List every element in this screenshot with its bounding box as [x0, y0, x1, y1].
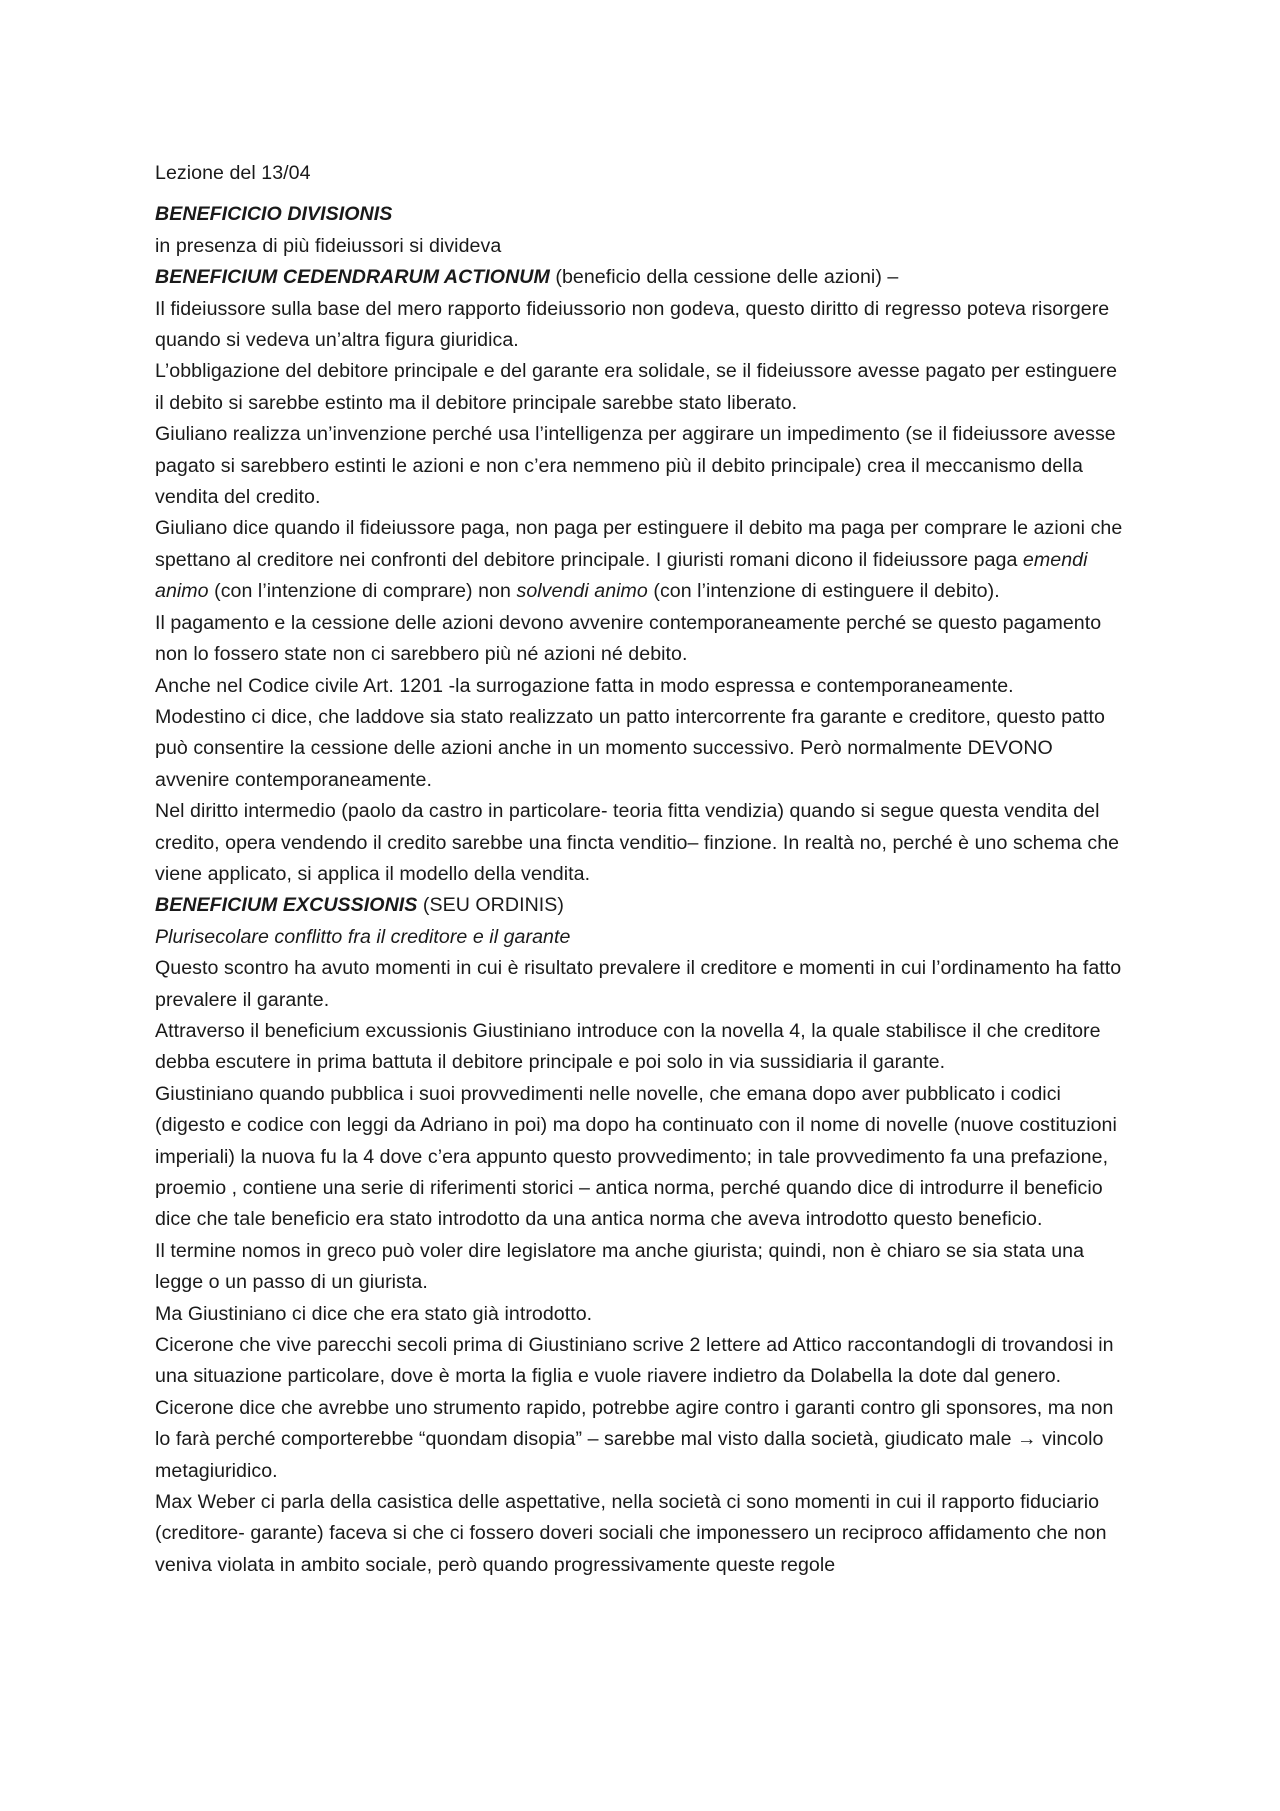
italic-term-emendi-animo: emendi animo: [155, 548, 1088, 603]
paragraph: L’obbligazione del debitore principale e del garante era solidale, se il fideiussore avesse pagato per estinguere il debito si sarebbe estinto ma il debitore principale sarebbe stato liberato.: [155, 360, 1118, 414]
heading-title: BENEFICIUM CEDENDRARUM ACTIONUM: [155, 266, 550, 289]
paragraph: in presenza di più fideiussori si divideva: [155, 234, 502, 257]
paragraph: Attraverso il beneficium excussionis Giustiniano introduce con la novella 4, la quale stabilisce il che creditore debba escutere in prima battuta il debitore principale e poi solo in via sussidiaria il garante.: [155, 1019, 1101, 1074]
paragraph: Giustiniano quando pubblica i suoi provvedimenti nelle novelle, che emana dopo aver pubblicato i codici (digesto e codice con leggi da Adriano in poi) ma dopo ha continuato con il nome di novelle (nuove costituzioni imperiali) la nuova fu la 4 dove c’era appunto questo provvedimento; in tale provvedimento fa una prefazione, proemio , contiene una serie di riferimenti storici – antica norma, perché quando dice di introdurre il beneficio dice che tale beneficio era stato introdotto da una antica norma che aveva introdotto questo beneficio.: [155, 1082, 1117, 1231]
text-run: Giuliano dice quando il fideiussore paga, non paga per estinguere il debito ma paga per comprare le azioni che spettano al creditore nei confronti del debitore principale. I giuristi romani dicono il fideiussore paga: [155, 517, 1123, 571]
text-run: (con l’intenzione di comprare) non: [208, 580, 517, 603]
paragraph: Ma Giustiniano ci dice che era stato già introdotto.: [155, 1302, 593, 1325]
heading-beneficium-cedendarum: [155, 262, 1130, 293]
heading-note: (SEU ORDINIS): [417, 894, 564, 917]
paragraph: Giuliano realizza un’invenzione perché usa l’intelligenza per aggirare un impedimento (se il fideiussore avesse pagato si sarebbero estinti le azioni e non c’era nemmeno più il debito principale) crea il meccanismo della vendita del credito.: [155, 423, 1116, 509]
subheading: Plurisecolare conflitto fra il creditore e il garante: [155, 925, 571, 948]
heading-title: BENEFICIUM EXCUSSIONIS: [155, 894, 418, 917]
paragraph: Il fideiussore sulla base del mero rapporto fideiussorio non godeva, questo diritto di regresso poteva risorgere quando si vedeva un’altra figura giuridica.: [155, 297, 1110, 352]
text-run: Cicerone che vive parecchi secoli prima di Giustiniano scrive 2 lettere ad Attico raccontandogli di trovandosi in una situazione particolare, dove è morta la figlia e vuole riavere indietro da Dolabella la dote dal genero. Cicerone dice che avrebbe uno strumento rapido, potrebbe agire contro i garanti contro gli sponsores, ma non lo farà perché comporterebbe “quondam disopia” – sarebbe mal visto dalla società, giudicato male: [155, 1334, 1114, 1451]
paragraph: Nel diritto intermedio (paolo da castro in particolare- teoria fitta vendizia) quando si segue questa vendita del credito, opera vendendo il credito sarebbe una fincta venditio– finzione. In realtà no, perché è uno schema che viene applicato, si applica il modello della vendita.: [155, 800, 1120, 885]
italic-term-solvendi-animo: solvendi animo: [516, 580, 648, 603]
paragraph: Anche nel Codice civile Art. 1201 -la surrogazione fatta in modo espressa e contemporaneamente.: [155, 674, 1014, 697]
text-run: (con l’intenzione di estinguere il debito).: [647, 580, 1000, 603]
heading-beneficium-excussionis: [155, 890, 1130, 921]
paragraph: Il termine nomos in greco può voler dire legislatore ma anche giurista; quindi, non è chiaro se sia stata una legge o un passo di un giurista.: [155, 1239, 1085, 1294]
document-body: [155, 158, 1130, 1581]
paragraph: Max Weber ci parla della casistica delle aspettative, nella società ci sono momenti in cui il rapporto fiduciario (creditore- garante) faceva si che ci fossero doveri sociali che imponessero un reciproco affidamento che non veniva violata in ambito sociale, però quando progressivamente queste regole: [155, 1491, 1107, 1576]
paragraph: Modestino ci dice, che laddove sia stato realizzato un patto intercorrente fra garante e creditore, questo patto può consentire la cessione delle azioni anche in un momento successivo. Però normalmente DEVONO avvenire contemporaneamente.: [155, 705, 1105, 791]
heading-beneficium-divisionis: BENEFICICIO DIVISIONIS: [155, 203, 393, 226]
paragraph: [155, 1330, 1130, 1487]
heading-note: (beneficio della cessione delle azioni) –: [549, 266, 899, 289]
text-run: vincolo metagiuridico.: [155, 1428, 1104, 1482]
arrow-right-icon: →: [1017, 1428, 1037, 1451]
paragraph: [155, 513, 1130, 607]
paragraph: Il pagamento e la cessione delle azioni devono avvenire contemporaneamente perché se questo pagamento non lo fossero state non ci sarebbero più né azioni né debito.: [155, 611, 1102, 666]
lesson-date: Lezione del 13/04: [155, 162, 311, 184]
paragraph: Questo scontro ha avuto momenti in cui è risultato prevalere il creditore e momenti in cui l’ordinamento ha fatto prevalere il garante.: [155, 957, 1122, 1011]
